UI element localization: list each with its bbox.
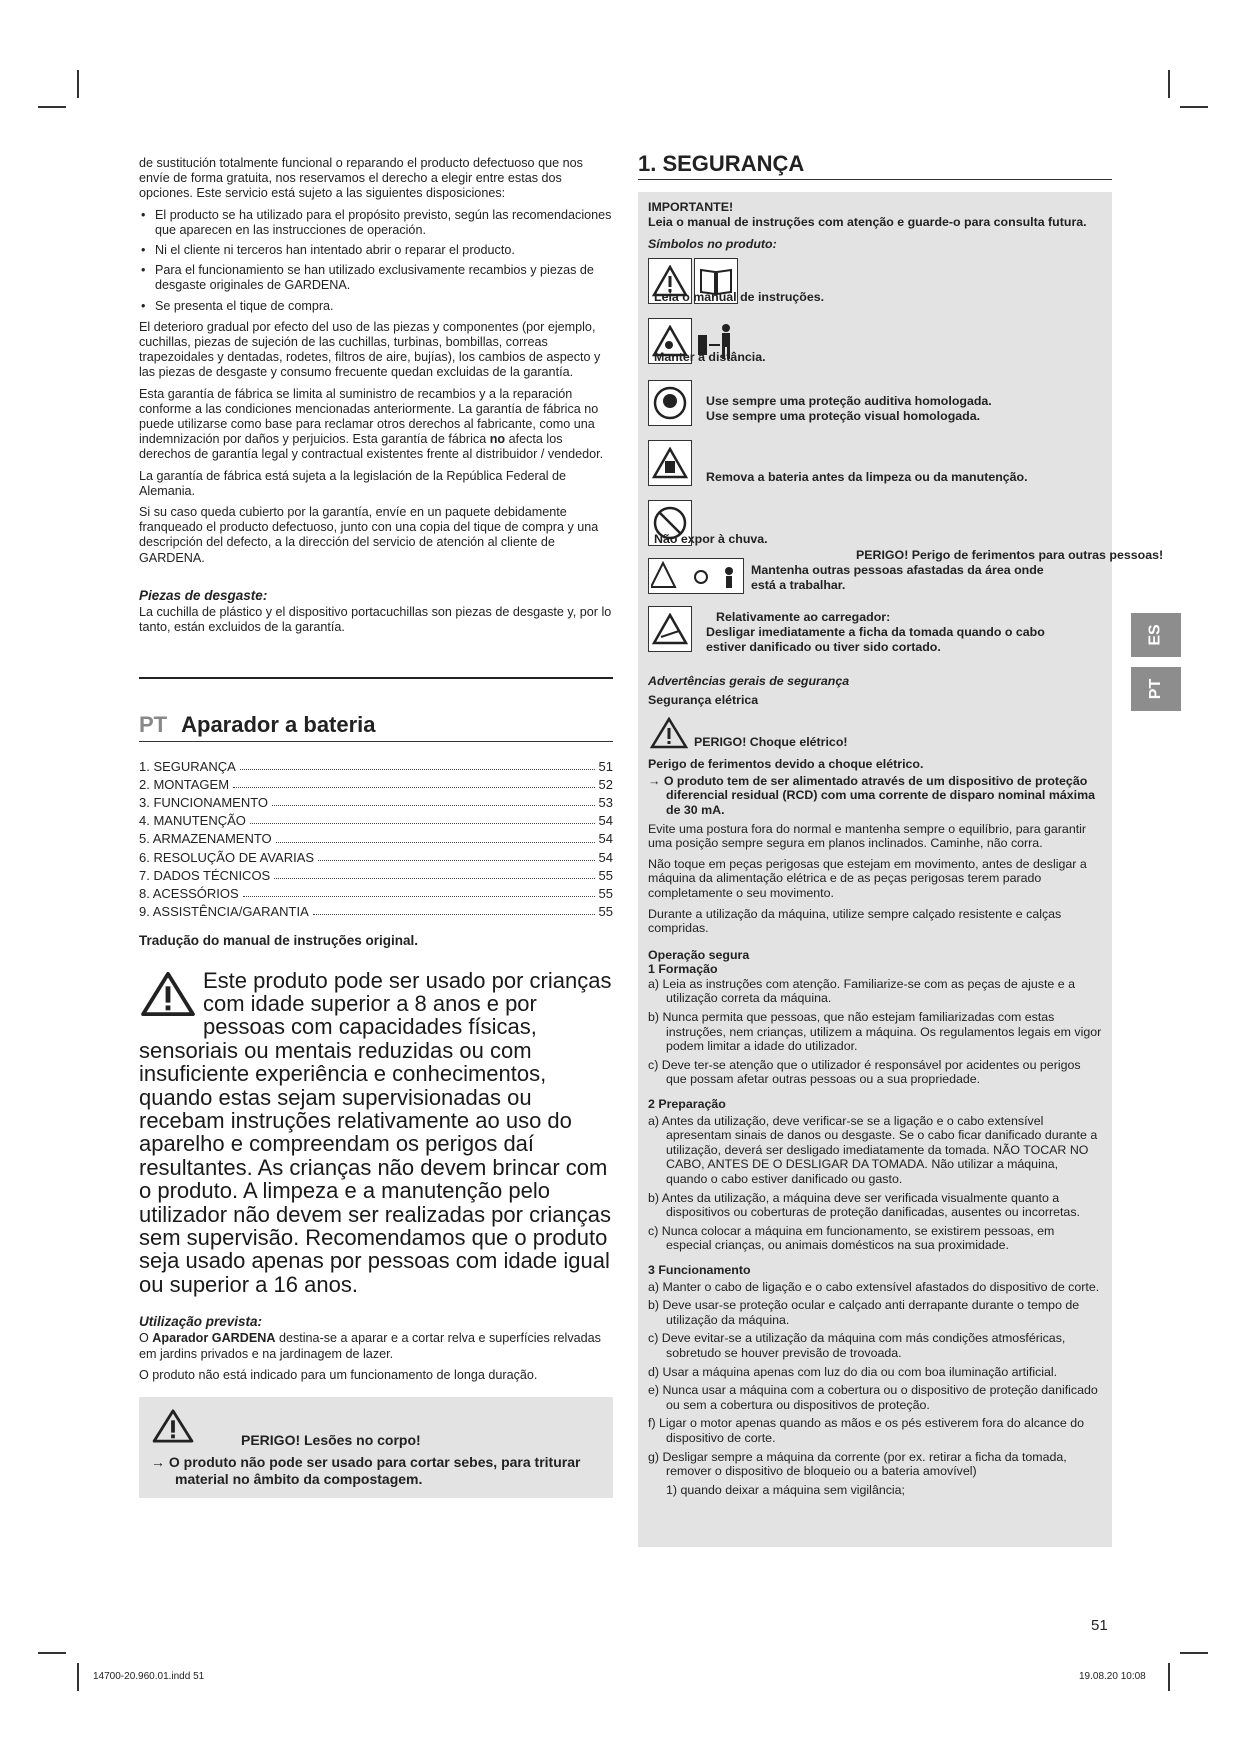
toc-leader (243, 896, 595, 897)
arrow-icon: → (648, 773, 664, 788)
symbol-row: Relativamente ao carregador: Desligar imediatamente a ficha da tomada quando o cabo estiver danificado ou tiver sido cortado. (648, 606, 1102, 656)
left-column (139, 156, 613, 1498)
symbol-row: Não expor à chuva. (648, 500, 1102, 550)
list-item: c) Deve evitar-se a utilização da máquina com más condições atmosféricas, sobretudo se houver previsão de trovoada. (648, 1331, 1066, 1360)
important-label: IMPORTANTE! (648, 200, 734, 215)
toc-item (139, 810, 613, 828)
toc-page: 54 (598, 849, 613, 865)
list-item: d) Usar a máquina apenas com luz do dia ou com boa iluminação artificial. (648, 1364, 1058, 1379)
keep-people-away-icon (648, 558, 744, 594)
list-item: • El producto se ha utilizado para el propósito previsto, según las recomendaciones que aparecen en las instrucciones de operación. (139, 208, 613, 238)
operation-heading: 3 Funcionamento (648, 1262, 751, 1277)
toc-item (139, 774, 613, 792)
toc-item (139, 756, 613, 774)
tab-es[interactable]: ES (1131, 613, 1181, 657)
section-divider (139, 677, 613, 679)
crop-mark (38, 1652, 66, 1654)
symbol-row: Remova a bateria antes da limpeza ou da manutenção. (648, 440, 1102, 490)
list-item: • Para el funcionamiento se han utilizado exclusivamente recambios y piezas de desgaste originales de GARDENA. (139, 263, 613, 293)
list-item: f) Ligar o motor apenas quando as mãos e os pés estiverem fora do alcance do dispositivo de corte. (648, 1416, 1084, 1445)
important-text: Leia o manual de instruções com atenção e guarde-o para consulta futura. (648, 214, 1087, 229)
crop-mark (1180, 1652, 1208, 1654)
arrow-icon: → (151, 1454, 169, 1471)
law-paragraph: La garantía de fábrica está sujeta a la legislación de la República Federal de Alemania. (139, 468, 567, 498)
toc-item (139, 792, 613, 810)
crop-mark (1180, 106, 1208, 108)
toc-leader (272, 805, 594, 806)
list-item: b) Nunca permita que pessoas, que não estejam familiarizadas com estas instruções, nem crianças, utilizem a máquina. Os regulamentos legais em vigor podem limitar a idade do utilizador. (648, 1010, 1102, 1054)
warranty-limit-paragraph: Esta garantía de fábrica se limita al suministro de recambios y a la reparación conforme a las condiciones mencionadas anteriormente. La garantía de fábrica no puede utilizarse como base para reclamar otros derechos al fabricante, como una indemnización por daños y perjuicios. Esta garantía de fábrica no afecta los derechos de garantía legal y contractual existentes frente al distribuidor / vendedor. (139, 386, 604, 462)
list-item: c) Nunca colocar a máquina em funcionamento, se existirem pessoas, em especial crianças, ou animais domésticos na sua proximidade. (648, 1223, 1055, 1253)
crop-mark (77, 70, 79, 98)
toc-page: 55 (598, 867, 613, 883)
toc-leader (240, 769, 595, 770)
charger-cable-icon (648, 606, 692, 652)
toc-page: 52 (598, 776, 613, 792)
rcd-requirement: → O produto tem de ser alimentado através de um dispositivo de proteção diferencial residual (RCD) com uma corrente de disparo nominal máxima de 30 mA. (648, 773, 1095, 817)
warning-triangle-icon (650, 717, 688, 749)
intended-use-text-2: O produto não está indicado para um funcionamento de longa duração. (139, 1367, 538, 1382)
section-title: 1. SEGURANÇA (638, 156, 1112, 180)
pt-section-title: PT Aparador a bateria (139, 717, 613, 741)
list-item: 1) quando deixar a máquina sem vigilância; (666, 1482, 906, 1497)
danger-box (139, 1397, 613, 1498)
crop-mark (1168, 70, 1170, 98)
claim-paragraph: Si su caso queda cubierto por la garantía, envíe en un paquete debidamente franqueado el producto defectuoso, junto con una copia del tique de compra y una descripción del defecto, a la dirección del servicio de atención al cliente de GARDENA. (139, 505, 599, 565)
toc-label: 6. RESOLUÇÃO DE AVARIAS (139, 849, 315, 865)
tab-pt[interactable]: PT (1131, 667, 1181, 711)
toc-item (139, 901, 613, 919)
toc-label: 4. MANUTENÇÃO (139, 813, 246, 829)
crop-mark (38, 106, 66, 108)
shock-subtitle: Perigo de ferimentos devido a choque elétrico. (648, 757, 924, 772)
wear-parts-title: Piezas de desgaste: (139, 587, 268, 603)
table-of-contents (139, 756, 613, 920)
general-warnings-title: Advertências gerais de segurança (648, 673, 850, 688)
list-item: b) Antes da utilização, a máquina deve ser verificada visualmente quanto a dispositivos ou coberturas de proteção danificadas, ausentes ou incorretas. (648, 1190, 1080, 1220)
toc-page: 55 (598, 904, 613, 920)
wear-paragraph: El deterioro gradual por efecto del uso de las piezas y componentes (por ejemplo, cuchillas, piezas de sujeción de las cuchillas, turbinas, bombillas, correas trapezoidales y dentadas, rodetes, filtros de aire, bujías), los cambios de aspecto y las piezas de desgaste y consumo frecuente quedan excluidas de la garantía. (139, 319, 601, 380)
toc-item (139, 883, 613, 901)
intended-use-title: Utilização prevista: (139, 1314, 263, 1330)
toc-label: 5. ARMAZENAMENTO (139, 831, 272, 847)
toc-label: 8. ACESSÓRIOS (139, 885, 239, 901)
moving-parts-text: Não toque em peças perigosas que estejam em movimento, antes de desligar a máquina da alimentação elétrica e de as peças perigosas terem parado completamente o seu movimento. (648, 856, 1087, 900)
toc-item (139, 828, 613, 846)
symbol-row: PERIGO! Perigo de ferimentos para outras pessoas! Mantenha outras pessoas afastadas da área onde está a trabalhar. (648, 554, 1102, 598)
danger-heading: PERIGO! Lesões no corpo! (241, 1432, 421, 1449)
toc-label: 9. ASSISTÊNCIA/GARANTIA (139, 904, 309, 920)
symbol-row: Manter a distância. (648, 318, 1102, 368)
translation-note: Tradução do manual de instruções original. (139, 933, 419, 949)
list-item: • Ni el cliente ni terceros han intentado abrir o reparar el producto. (139, 243, 613, 258)
list-item: e) Nunca usar a máquina com a cobertura ou o dispositivo de proteção danificado ou sem a cobertura ou dispositivos de proteção. (648, 1383, 1098, 1412)
safe-operation-title: Operação segura (648, 947, 750, 962)
warranty-intro: de sustitución totalmente funcional o reparando el producto defectuoso que nos envíe de forma gratuita, nos reservamos el derecho a elegir entre estas dos opciones. Este servicio está sujeto a las siguientes disposiciones: (139, 156, 583, 201)
children-warning: Este produto pode ser usado por crianças com idade superior a 8 anos e por pessoas com capacidades físicas, sensoriais ou mentais reduzidas ou com insuficiente experiência e conhecimentos, quando estas sejam supervisionadas ou recebam instruções relativamente ao uso do aparelho e compreendam os perigos daí resultantes. As crianças não devem brincar com o produto. A limpeza e a manutenção pelo utilizador não devem ser realizadas por crianças sem supervisão. Recomendamos que o produto seja usado apenas por pessoas com idade igual ou superior a 16 anos. (139, 967, 612, 1297)
toc-label: 2. MONTAGEM (139, 776, 230, 792)
symbols-title: Símbolos no produto: (648, 237, 777, 252)
wear-parts-text: La cuchilla de plástico y el dispositivo portacuchillas son piezas de desgaste y, por lo tanto, están excluidos de la garantía. (139, 605, 612, 635)
posture-text: Evite uma postura fora do normal e mantenha sempre o equilíbrio, para garantir uma posição sempre segura em planos inclinados. Caminhe, não corra. (648, 821, 1087, 851)
toc-leader (233, 787, 594, 788)
toc-label: 7. DADOS TÉCNICOS (139, 867, 271, 883)
toc-leader (274, 878, 594, 879)
page-number: 51 (1091, 1617, 1108, 1634)
list-item: • Se presenta el tique de compra. (139, 299, 613, 314)
toc-page: 51 (598, 758, 613, 774)
ear-eye-protection-icon (648, 380, 692, 426)
warning-triangle-icon (139, 971, 197, 1017)
crop-mark (77, 1663, 79, 1691)
preparation-heading: 2 Preparação (648, 1097, 726, 1112)
toc-page: 54 (598, 813, 613, 829)
list-item: a) Antes da utilização, deve verificar-se se a ligação e o cabo extensível apresentam sinais de danos ou desgaste. Se o cabo ficar danificado durante a utilização, deverá ser desligado imediatamente da tomada. NÃO TOCAR NO CABO, ANTES DE O DESLIGAR DA TOMADA. Não utilizar a máquina, quando o cabo estiver danificado ou gasto. (648, 1113, 1098, 1187)
symbol-row: Use sempre uma proteção auditiva homologada. Use sempre uma proteção visual homologada. (648, 380, 1102, 430)
electrical-safety-title: Segurança elétrica (648, 692, 759, 707)
toc-page: 53 (598, 795, 613, 811)
toc-item (139, 847, 613, 865)
training-heading: 1 Formação (648, 962, 718, 977)
footwear-text: Durante a utilização da máquina, utilize sempre calçado resistente e calças compridas. (648, 906, 1062, 936)
footer-date: 19.08.20 10:08 (1079, 1671, 1146, 1682)
danger-text: → O produto não pode ser usado para cortar sebes, para triturar material no âmbito da compostagem. (151, 1454, 581, 1488)
toc-item (139, 865, 613, 883)
footer-file-name: 14700-20.960.01.indd 51 (93, 1671, 205, 1682)
intended-use-text: O Aparador GARDENA destina-se a aparar e a cortar relva e superfícies relvadas em jardins privados e na jardinagem de lazer. (139, 1331, 601, 1361)
list-item: a) Manter o cabo de ligação e o cabo extensível afastados do dispositivo de corte. (648, 1279, 1100, 1294)
shock-warning: PERIGO! Choque elétrico! (648, 717, 1102, 753)
toc-leader (313, 914, 595, 915)
toc-leader (250, 823, 595, 824)
list-item: b) Deve usar-se proteção ocular e calçado anti derrapante durante o tempo de utilização da máquina. (648, 1298, 1080, 1327)
symbol-row: Leia o manual de instruções. (648, 258, 1102, 308)
toc-label: 1. SEGURANÇA (139, 758, 236, 774)
toc-leader (276, 842, 595, 843)
toc-page: 54 (598, 831, 613, 847)
warning-triangle-icon (151, 1409, 195, 1443)
toc-leader (318, 860, 594, 861)
language-code: PT (139, 712, 168, 738)
toc-label: 3. FUNCIONAMENTO (139, 795, 269, 811)
crop-mark (1168, 1663, 1170, 1691)
list-item: g) Desligar sempre a máquina da corrente (por ex. retirar a ficha da tomada, remover o dispositivo de bloqueio ou a bateria amovível) (648, 1449, 1067, 1479)
remove-battery-icon (648, 440, 692, 486)
list-item: a) Leia as instruções com atenção. Familiarize-se com as peças de ajuste e a utilização correta da máquina. (648, 976, 1075, 1006)
warranty-conditions-list (139, 208, 613, 314)
list-item: c) Deve ter-se atenção que o utilizador é responsável por acidentes ou perigos que possam afetar outras pessoas ou a sua propriedade. (648, 1057, 1081, 1087)
toc-page: 55 (598, 885, 613, 901)
